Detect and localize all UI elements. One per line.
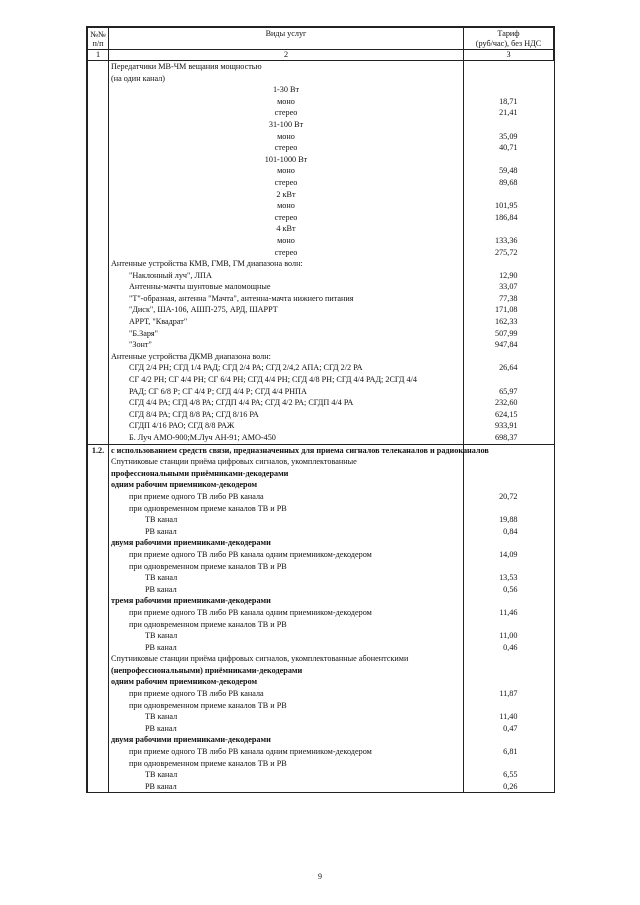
row-number: [88, 700, 109, 712]
service-name: стерео: [109, 212, 464, 224]
service-name: "Диск", ША-106, АШП-275, АРД, ШАРРТ: [109, 304, 464, 316]
table-row: [88, 165, 554, 177]
tariff-value: [464, 595, 554, 607]
service-name: ТВ канал: [109, 711, 464, 723]
tariff-value: [464, 561, 554, 573]
service-name: РВ канал: [109, 781, 464, 793]
row-number: [88, 96, 109, 108]
table-row: [88, 746, 554, 758]
header-index-3: 3: [464, 50, 554, 61]
tariff-value: [464, 468, 554, 480]
tariff-value: [464, 619, 554, 631]
service-name: моно: [109, 131, 464, 143]
row-number: [88, 131, 109, 143]
service-name: СГДП 4/16 РАО; СГД 8/8 РАЖ: [109, 420, 464, 432]
table-row: [88, 723, 554, 735]
service-name: "Т"-образная, антенна "Мачта", антенна-мачта нижнего питания: [109, 293, 464, 305]
table-row: [88, 119, 554, 131]
tariff-value: 186,84: [494, 212, 518, 222]
tariff-value: 13,53: [499, 573, 518, 583]
row-number: [88, 781, 109, 793]
row-number: [88, 549, 109, 561]
tariff-value: [464, 258, 554, 270]
service-name: 101-1000 Вт: [109, 154, 464, 166]
row-number: [88, 316, 109, 328]
row-number: [88, 281, 109, 293]
tariff-value: [464, 653, 554, 665]
service-name: при приеме одного ТВ либо РВ канала: [109, 688, 464, 700]
row-number: [88, 653, 109, 665]
service-name: Спутниковые станции приёма цифровых сигналов, укомплектованные абонентскими: [109, 653, 464, 665]
table-row: [88, 595, 554, 607]
service-name: 2 кВт: [109, 189, 464, 201]
table-row: [88, 468, 554, 480]
row-number: [88, 420, 109, 432]
service-name: двумя рабочими приемниками-декодерами: [109, 537, 464, 549]
service-name: двумя рабочими приемниками-декодерами: [109, 734, 464, 746]
row-number: [88, 665, 109, 677]
tariff-value: [464, 189, 554, 201]
table-row: [88, 537, 554, 549]
row-number: [88, 584, 109, 596]
row-number: [88, 711, 109, 723]
service-name: при одновременном приеме каналов ТВ и РВ: [109, 700, 464, 712]
tariff-value: [464, 456, 554, 468]
service-name: ТВ канал: [109, 514, 464, 526]
table-row: [88, 73, 554, 85]
tariff-value: [464, 503, 554, 515]
service-name: РВ канал: [109, 526, 464, 538]
service-name: моно: [109, 96, 464, 108]
service-name: одним рабочим приемником-декодером: [109, 676, 464, 688]
tariff-value: 59,48: [499, 166, 518, 176]
table-row: [88, 420, 554, 432]
service-name: РВ канал: [109, 584, 464, 596]
row-number: [88, 397, 109, 409]
table-row: [88, 491, 554, 503]
table-row: [88, 700, 554, 712]
row-number: [88, 514, 109, 526]
tariff-value: [464, 665, 554, 677]
row-number: [88, 177, 109, 189]
table-row: [88, 607, 554, 619]
tariff-value: 0,46: [503, 642, 518, 652]
tariff-value: [464, 84, 554, 96]
table-row: [88, 362, 554, 374]
tariff-value: 0,26: [503, 781, 518, 791]
row-number: [88, 328, 109, 340]
table-row: [88, 572, 554, 584]
table-row: [88, 653, 554, 665]
tariff-value: [464, 351, 554, 363]
service-name: РАД; СГ 6/8 Р; СГ 4/4 Р; СГД 4/4 Р; СГД 4/4 РНПА: [109, 386, 464, 398]
table-row: [88, 665, 554, 677]
table-row: [88, 177, 554, 189]
service-name: "Зонт": [109, 339, 464, 351]
row-number: [88, 270, 109, 282]
row-number: [88, 526, 109, 538]
table-row: [88, 189, 554, 201]
tariff-table: [87, 27, 554, 792]
tariff-value: 232,60: [494, 398, 518, 408]
tariff-value: 6,55: [503, 770, 518, 780]
row-number: [88, 386, 109, 398]
service-name: Спутниковые станции приёма цифровых сигналов, укомплектованные: [109, 456, 464, 468]
table-row: [88, 247, 554, 259]
tariff-value: 20,72: [499, 491, 518, 501]
service-name: АРРТ, "Квадрат": [109, 316, 464, 328]
row-number: [88, 746, 109, 758]
table-body: [88, 61, 554, 793]
table-row: [88, 235, 554, 247]
row-number: [88, 432, 109, 444]
tariff-value: 11,46: [499, 607, 518, 617]
tariff-value: 947,84: [494, 340, 518, 350]
tariff-value: 40,71: [499, 143, 518, 153]
service-name: при приеме одного ТВ либо РВ канала одним приемником-декодером: [109, 549, 464, 561]
table-row: [88, 293, 554, 305]
service-name: 31-100 Вт: [109, 119, 464, 131]
table-row: [88, 549, 554, 561]
service-name: при одновременном приеме каналов ТВ и РВ: [109, 619, 464, 631]
tariff-value: [464, 734, 554, 746]
service-name: Антенные устройства КМВ, ГМВ, ГМ диапазона волн:: [109, 258, 464, 270]
table-row: [88, 758, 554, 770]
service-name: 4 кВт: [109, 223, 464, 235]
table-row: [88, 107, 554, 119]
service-name: "Наклонный луч", ЛПА: [109, 270, 464, 282]
tariff-value: 33,07: [499, 282, 518, 292]
service-name: РВ канал: [109, 723, 464, 735]
tariff-value: 21,41: [499, 108, 518, 118]
header-service: Виды услуг: [109, 28, 464, 50]
tariff-value: [464, 119, 554, 131]
tariff-value: [464, 537, 554, 549]
row-number: [88, 491, 109, 503]
row-number: [88, 688, 109, 700]
tariff-value: 0,47: [503, 723, 518, 733]
service-name: (на один канал): [109, 73, 464, 85]
tariff-value: 11,40: [499, 712, 518, 722]
row-number: [88, 561, 109, 573]
service-name: СГ 4/2 РН; СГ 4/4 РН; СГ 6/4 РН; СГД 4/4 РН; СГД 4/8 РН; СГД 4/4 РАД; 2СГД 4/4: [109, 374, 464, 386]
tariff-value: 6,81: [503, 747, 518, 757]
table-row: [88, 676, 554, 688]
row-number: [88, 374, 109, 386]
row-number: [88, 468, 109, 480]
service-name: стерео: [109, 247, 464, 259]
table-row: [88, 281, 554, 293]
row-number: [88, 73, 109, 85]
row-number: [88, 409, 109, 421]
service-name: стерео: [109, 177, 464, 189]
row-number: [88, 351, 109, 363]
row-number: [88, 607, 109, 619]
row-number: [88, 503, 109, 515]
tariff-value: 12,90: [499, 270, 518, 280]
service-name: с использованием средств связи, предназначенных для приема сигналов телеканалов и радиоканалов: [109, 444, 464, 456]
row-number: [88, 676, 109, 688]
tariff-value: 11,00: [499, 631, 518, 641]
service-name: СГД 2/4 РН; СГД 1/4 РАД; СГД 2/4 РА; СГД 2/4,2 АПА; СГД 2/2 РА: [109, 362, 464, 374]
tariff-value: 101,95: [494, 201, 518, 211]
table-row: [88, 444, 554, 456]
tariff-value: [464, 154, 554, 166]
table-row: [88, 479, 554, 491]
row-number: [88, 258, 109, 270]
tariff-value: 133,36: [494, 235, 518, 245]
row-number: [88, 595, 109, 607]
tariff-value: [464, 758, 554, 770]
service-name: при одновременном приеме каналов ТВ и РВ: [109, 503, 464, 515]
tariff-value: [464, 61, 554, 73]
tariff-value: 0,56: [503, 584, 518, 594]
table-row: [88, 339, 554, 351]
tariff-value: [464, 374, 554, 386]
row-number: [88, 235, 109, 247]
tariff-value: 0,84: [503, 526, 518, 536]
row-number: [88, 642, 109, 654]
tariff-value: 77,38: [499, 293, 518, 303]
table-row: [88, 154, 554, 166]
table-row: [88, 84, 554, 96]
tariff-value: 171,08: [494, 305, 518, 315]
tariff-value: [464, 73, 554, 85]
service-name: стерео: [109, 107, 464, 119]
table-row: [88, 432, 554, 444]
row-number: [88, 107, 109, 119]
table-header: [88, 28, 554, 61]
tariff-value: 507,99: [494, 328, 518, 338]
tariff-value: 18,71: [499, 96, 518, 106]
tariff-value: 933,91: [494, 421, 518, 431]
table-row: [88, 619, 554, 631]
row-number: [88, 84, 109, 96]
table-row: [88, 503, 554, 515]
table-row: [88, 769, 554, 781]
service-name: моно: [109, 200, 464, 212]
table-row: [88, 374, 554, 386]
table-row: [88, 258, 554, 270]
tariff-value: 14,09: [499, 549, 518, 559]
service-name: при одновременном приеме каналов ТВ и РВ: [109, 561, 464, 573]
service-name: ТВ канал: [109, 769, 464, 781]
table-row: [88, 642, 554, 654]
service-name: ТВ канал: [109, 572, 464, 584]
row-number: [88, 619, 109, 631]
service-name: СГД 8/4 РА; СГД 8/8 РА; СГД 8/16 РА: [109, 409, 464, 421]
service-name: профессиональными приёмниками-декодерами: [109, 468, 464, 480]
tariff-value: [464, 676, 554, 688]
row-number: [88, 119, 109, 131]
header-index-1: 1: [88, 50, 109, 61]
tariff-value: 162,33: [494, 317, 518, 327]
table-row: [88, 212, 554, 224]
row-number: [88, 189, 109, 201]
row-number: [88, 769, 109, 781]
table-row: [88, 61, 554, 73]
table-row: [88, 397, 554, 409]
row-number: [88, 572, 109, 584]
table-row: [88, 409, 554, 421]
table-row: [88, 351, 554, 363]
service-name: тремя рабочими приемниками-декодерами: [109, 595, 464, 607]
service-name: моно: [109, 235, 464, 247]
table-row: [88, 131, 554, 143]
row-number: [88, 456, 109, 468]
table-row: [88, 711, 554, 723]
tariff-table-frame: [86, 26, 555, 793]
tariff-value: 275,72: [494, 247, 518, 257]
service-name: при приеме одного ТВ либо РВ канала одним приемником-декодером: [109, 746, 464, 758]
header-tariff: Тариф (руб/час), без НДС: [464, 28, 554, 50]
row-number: [88, 537, 109, 549]
row-number: [88, 293, 109, 305]
table-row: [88, 526, 554, 538]
service-name: при одновременном приеме каналов ТВ и РВ: [109, 758, 464, 770]
table-row: [88, 328, 554, 340]
row-number: [88, 61, 109, 73]
tariff-value: 624,15: [494, 409, 518, 419]
service-name: стерео: [109, 142, 464, 154]
tariff-value: 19,88: [499, 515, 518, 525]
tariff-value: 698,37: [494, 433, 518, 442]
table-row: [88, 561, 554, 573]
table-row: [88, 688, 554, 700]
service-name: "Б.Заря": [109, 328, 464, 340]
tariff-value: 11,87: [499, 689, 518, 699]
service-name: Антенные устройства ДКМВ диапазона волн:: [109, 351, 464, 363]
service-name: Передатчики МВ-ЧМ вещания мощностью: [109, 61, 464, 73]
page-number: 9: [318, 872, 322, 881]
table-row: [88, 223, 554, 235]
service-name: (непрофессиональными) приёмниками-декодерами: [109, 665, 464, 677]
header-num: №№ п/п: [88, 28, 109, 50]
tariff-value: 26,64: [499, 363, 518, 373]
row-number: [88, 200, 109, 212]
tariff-value: [464, 700, 554, 712]
row-number: [88, 630, 109, 642]
table-row: [88, 96, 554, 108]
service-name: 1-30 Вт: [109, 84, 464, 96]
table-row: [88, 200, 554, 212]
row-number: [88, 723, 109, 735]
row-number: [88, 479, 109, 491]
service-name: Б. Луч АМО-900;М.Луч АН-91; АМО-450: [109, 432, 464, 444]
table-row: [88, 316, 554, 328]
table-row: [88, 386, 554, 398]
table-row: [88, 304, 554, 316]
row-number: [88, 339, 109, 351]
table-row: [88, 514, 554, 526]
service-name: при приеме одного ТВ либо РВ канала одним приемником-декодером: [109, 607, 464, 619]
service-name: СГД 4/4 РА; СГД 4/8 РА; СГДП 4/4 РА; СГД 4/2 РА; СГДП 4/4 РА: [109, 397, 464, 409]
row-number: [88, 142, 109, 154]
row-number: [88, 758, 109, 770]
header-index-2: 2: [109, 50, 464, 61]
service-name: ТВ канал: [109, 630, 464, 642]
row-number: [88, 362, 109, 374]
table-row: [88, 584, 554, 596]
table-row: [88, 456, 554, 468]
table-row: [88, 781, 554, 793]
table-row: [88, 142, 554, 154]
row-number: [88, 223, 109, 235]
tariff-value: 35,09: [499, 131, 518, 141]
row-number: [88, 212, 109, 224]
tariff-value: 65,97: [499, 386, 518, 396]
tariff-value: [464, 223, 554, 235]
row-number: [88, 304, 109, 316]
row-number: 1.2.: [88, 444, 109, 456]
service-name: при приеме одного ТВ либо РВ канала: [109, 491, 464, 503]
service-name: РВ канал: [109, 642, 464, 654]
table-row: [88, 270, 554, 282]
table-row: [88, 630, 554, 642]
row-number: [88, 154, 109, 166]
row-number: [88, 165, 109, 177]
table-row: [88, 734, 554, 746]
row-number: [88, 247, 109, 259]
service-name: одним рабочим приемником-декодером: [109, 479, 464, 491]
service-name: моно: [109, 165, 464, 177]
row-number: [88, 734, 109, 746]
tariff-value: 89,68: [499, 177, 518, 187]
tariff-value: [464, 479, 554, 491]
service-name: Антенны-мачты шунтовые маломощные: [109, 281, 464, 293]
